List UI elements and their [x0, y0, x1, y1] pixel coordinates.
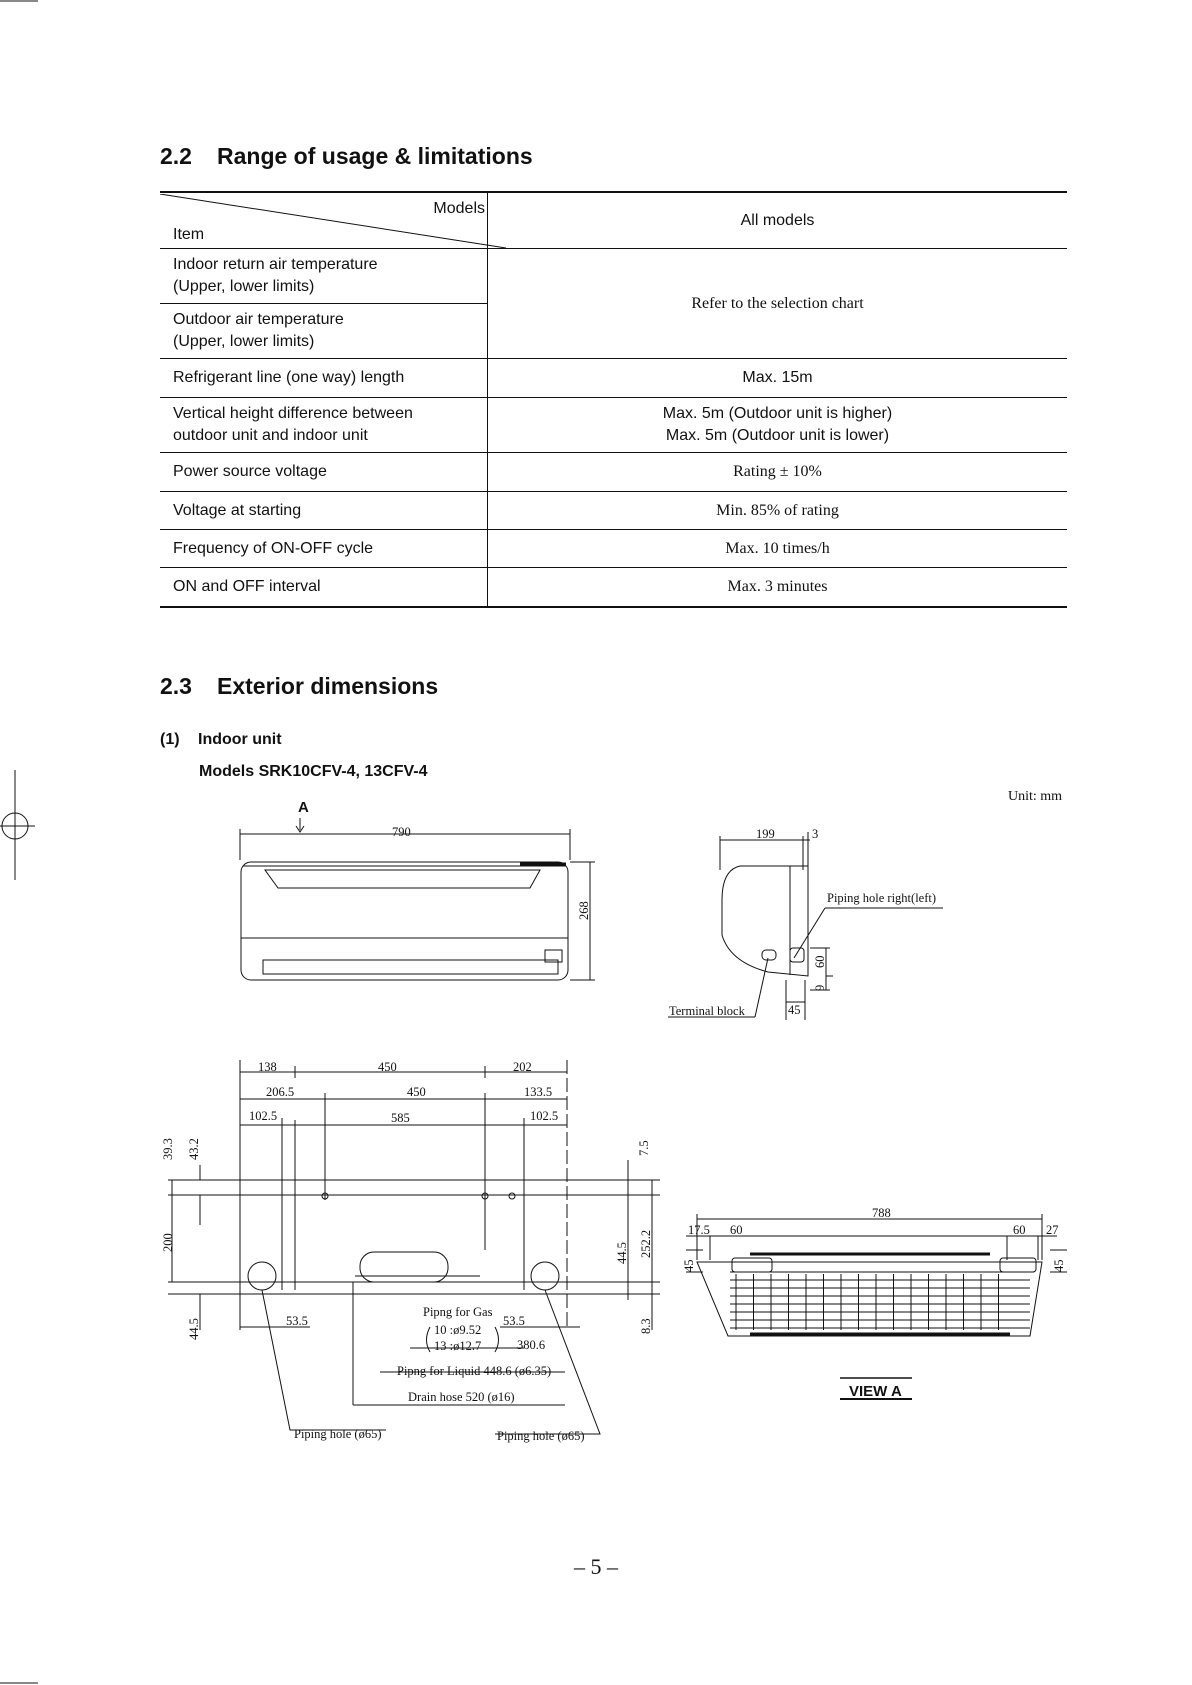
dim-label: 380.6 [517, 1338, 546, 1352]
dim-label: 3 [812, 827, 819, 841]
dim-label: 268 [577, 901, 591, 920]
callout-label: Piping hole (ø65) [497, 1429, 585, 1443]
callout-label: Terminal block [669, 1004, 745, 1018]
header-all-models: All models [740, 211, 815, 229]
view-a-grille [730, 1274, 1030, 1330]
callout-label: Pipng for Gas [423, 1305, 493, 1319]
view-arrow-label: A [298, 799, 309, 816]
row-value: Max. 15m [488, 359, 1068, 398]
section-number: 2.3 [160, 673, 192, 699]
item-line: Outdoor air temperature [173, 311, 344, 328]
value-line: Max. 5m (Outdoor unit is lower) [665, 427, 890, 444]
dim-label: 27 [1046, 1223, 1059, 1237]
dim-label: 60 [730, 1223, 743, 1237]
row-item: Power source voltage [160, 453, 488, 492]
item-line: Indoor return air temperature [173, 256, 378, 273]
item-line: (Upper, lower limits) [173, 278, 315, 295]
callout-label: Pipng for Liquid 448.6 (ø6.35) [397, 1364, 552, 1378]
dim-label: 133.5 [524, 1085, 553, 1099]
dim-label: 199 [756, 827, 775, 841]
dim-label: 202 [513, 1060, 532, 1074]
row-item: Frequency of ON-OFF cycle [160, 530, 488, 568]
dim-label: 585 [391, 1111, 410, 1125]
subsection-heading: Indoor unit [198, 731, 282, 748]
dim-label: 450 [378, 1060, 397, 1074]
dim-label: 60 [813, 955, 827, 968]
callout-label: Piping hole right(left) [827, 891, 937, 905]
dim-label: 8.3 [639, 1318, 653, 1334]
dim-label: 200 [161, 1233, 175, 1252]
dim-label: 788 [872, 1206, 891, 1220]
dim-label: 9 [813, 984, 827, 991]
row-item: Voltage at starting [160, 492, 488, 530]
dim-label: 44.5 [187, 1318, 201, 1340]
unit-label: Unit: mm [1008, 789, 1063, 804]
item-line: outdoor unit and indoor unit [173, 427, 368, 444]
row-value: Max. 3 minutes [488, 568, 1068, 607]
callout-label: 13 :ø12.7 [434, 1339, 482, 1353]
view-a-label: VIEW A [849, 1383, 902, 1400]
row-value: Max. 10 times/h [488, 530, 1068, 568]
row-item: ON and OFF interval [160, 568, 488, 607]
value-line: Max. 5m (Outdoor unit is higher) [662, 405, 893, 422]
page-number: – 5 – [574, 1554, 618, 1579]
models-line: Models SRK10CFV-4, 13CFV-4 [199, 763, 428, 780]
item-line: (Upper, lower limits) [173, 333, 315, 350]
dim-label: 102.5 [249, 1109, 278, 1123]
dim-label: 102.5 [530, 1109, 559, 1123]
header-item: Item [173, 225, 205, 243]
row-value: Min. 85% of rating [488, 492, 1068, 530]
callout-label: 10 :ø9.52 [434, 1323, 482, 1337]
dim-label: 17.5 [688, 1223, 710, 1237]
callout-label: Piping hole (ø65) [294, 1427, 382, 1441]
dim-label: 43.2 [187, 1138, 201, 1160]
dim-label: 45 [682, 1259, 696, 1272]
header-models: Models [433, 199, 485, 217]
dim-label: 53.5 [503, 1314, 525, 1328]
dim-label: 44.5 [615, 1242, 629, 1264]
subsection-number: (1) [160, 731, 180, 748]
item-line: Vertical height difference between [173, 405, 413, 422]
dim-label: 450 [407, 1085, 426, 1099]
dim-label: 45 [1052, 1259, 1066, 1272]
dim-label: 252.2 [639, 1229, 653, 1258]
row-item: Refrigerant line (one way) length [160, 359, 488, 398]
row-value: Rating ± 10% [488, 453, 1068, 492]
dim-label: 790 [392, 825, 411, 839]
dim-label: 53.5 [286, 1314, 308, 1328]
dim-label: 206.5 [266, 1085, 295, 1099]
callout-label: Drain hose 520 (ø16) [408, 1390, 515, 1404]
dim-label: 7.5 [637, 1140, 651, 1156]
dim-label: 138 [258, 1060, 277, 1074]
dim-label: 45 [788, 1003, 801, 1017]
section-number: 2.2 [160, 143, 192, 169]
merged-value: Refer to the selection chart [488, 249, 1068, 359]
dim-label: 60 [1013, 1223, 1026, 1237]
section-heading: Range of usage & limitations [217, 143, 533, 169]
section-heading: Exterior dimensions [217, 673, 439, 699]
dim-label: 39.3 [161, 1138, 175, 1160]
